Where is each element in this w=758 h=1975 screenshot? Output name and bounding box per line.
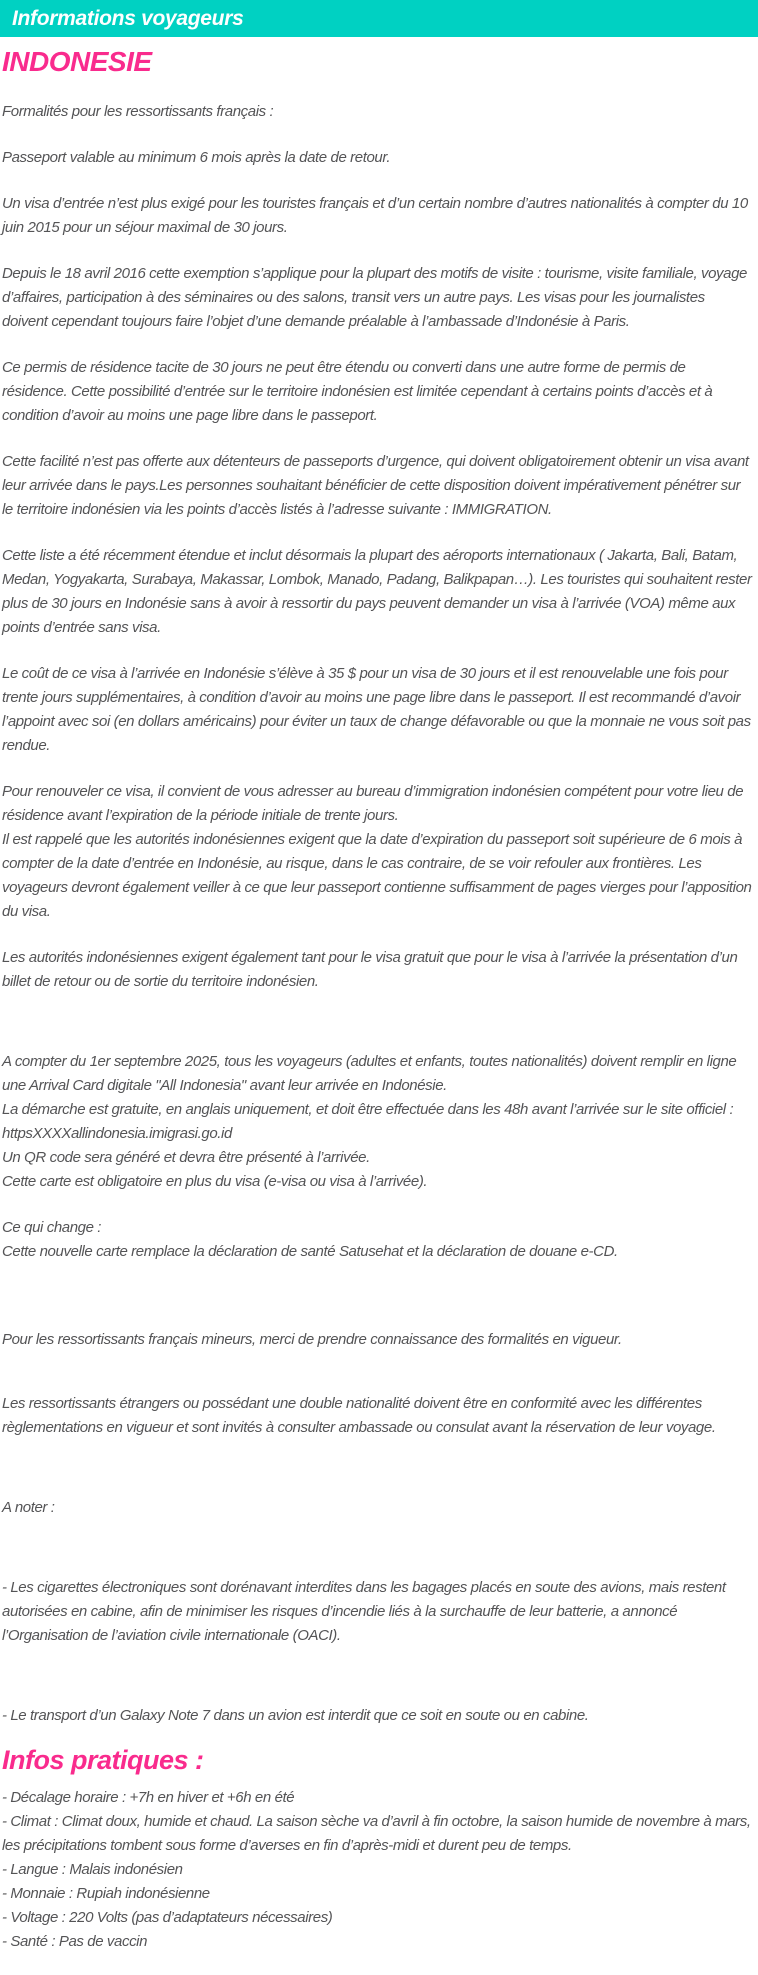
text-line: Il est rappelé que les autorités indonésiennes exigent que la date d’expiration du passeport soit supérieure de 6 mois à compter de la date d’entrée en Indonésie, au risque, dans le cas contraire, de se voir refouler aux frontières. Les voyageurs devront également veiller à ce que leur passeport contienne suffisamment de pages vierges pour l’apposition du visa. — [2, 831, 752, 920]
text-line: Pour les ressortissants français mineurs, merci de prendre connaissance des formalités en vigueur. — [2, 1331, 622, 1348]
text-line: Cette liste a été récemment étendue et inclut désormais la plupart des aéroports internationaux ( Jakarta, Bali, Batam, Medan, Yogyakarta, Surabaya, Makassar, Lombok, Manado, Padang, Balikpapan…). Les touristes qui souhaitent rester plus de 30 jours en Indonésie sans à avoir à ressortir du pays peuvent demander un visa à l’arrivée (VOA) même aux points d’entrée sans visa. — [2, 547, 752, 636]
header-title: Informations voyageurs — [12, 6, 244, 30]
text-line: Les ressortissants étrangers ou possédant une double nationalité doivent être en conformité avec les différentes règlementations en vigueur et sont invités à consulter ambassade ou consulat avant la réservation de leur voyage. — [2, 1395, 716, 1436]
paragraph — [2, 780, 754, 924]
paragraph — [2, 662, 754, 758]
text-line: Cette nouvelle carte remplace la déclaration de santé Satusehat et la déclaration de douane e-CD. — [2, 1243, 618, 1260]
paragraph — [2, 1392, 754, 1440]
text-line: - Le transport d’un Galaxy Note 7 dans un avion est interdit que ce soit en soute ou en cabine. — [2, 1707, 589, 1724]
text-line: Cette carte est obligatoire en plus du visa (e-visa ou visa à l’arrivée). — [2, 1173, 428, 1190]
content-blocks — [2, 100, 754, 1954]
text-line: Un visa d’entrée n’est plus exigé pour les touristes français et d’un certain nombre d’autres nationalités à compter du 10 juin 2015 pour un séjour maximal de 30 jours. — [2, 195, 748, 236]
paragraph — [2, 1216, 754, 1264]
text-line: - Les cigarettes électroniques sont dorénavant interdites dans les bagages placés en soute des avions, mais restent autorisées en cabine, afin de minimiser les risques d’incendie liés à la surchauffe de leur batterie, a annoncé l’Organisation de l’aviation civile internationale (OACI). — [2, 1579, 726, 1644]
text-line: Pour renouveler ce visa, il convient de vous adresser au bureau d’immigration indonésien compétent pour votre lieu de résidence avant l’expiration de la période initiale de trente jours. — [2, 783, 744, 824]
paragraph — [2, 450, 754, 522]
text-line: Les autorités indonésiennes exigent également tant pour le visa gratuit que pour le visa à l’arrivée la présentation d’un billet de retour ou de sortie du territoire indonésien. — [2, 949, 738, 990]
paragraph — [2, 262, 754, 334]
text-line: - Santé : Pas de vaccin — [2, 1933, 148, 1950]
country-title: INDONESIE — [2, 46, 152, 77]
paragraph — [2, 146, 754, 170]
paragraph — [2, 1786, 754, 1954]
paragraph — [2, 1704, 754, 1728]
paragraph — [2, 544, 754, 640]
text-line: - Monnaie : Rupiah indonésienne — [2, 1885, 210, 1902]
infos-pratiques-heading: Infos pratiques : — [2, 1745, 204, 1775]
text-line: A noter : — [2, 1499, 55, 1516]
paragraph — [2, 946, 754, 994]
text-line: Ce permis de résidence tacite de 30 jours ne peut être étendu ou converti dans une autre forme de permis de résidence. Cette possibilité d’entrée sur le territoire indonésien est limitée cependant à certains points d’accès et à condition d’avoir au moins une page libre dans le passeport. — [2, 359, 713, 424]
text-line: - Voltage : 220 Volts (pas d’adaptateurs nécessaires) — [2, 1909, 333, 1926]
travelers-info-header — [0, 0, 758, 37]
text-line: Ce qui change : — [2, 1219, 102, 1236]
text-line: Depuis le 18 avril 2016 cette exemption s’applique pour la plupart des motifs de visite : tourisme, visite familiale, voyage d’affaires, participation à des séminaires ou des salons, transit vers un autre pays. Les visas pour les journalistes doivent cependant toujours faire l’objet d’une demande préalable à l’ambassade d’Indonésie à Paris. — [2, 265, 747, 330]
text-line: Passeport valable au minimum 6 mois après la date de retour. — [2, 149, 391, 166]
text-line: A compter du 1er septembre 2025, tous les voyageurs (adultes et enfants, toutes nationalités) doivent remplir en ligne une Arrival Card digitale "All Indonesia" avant leur arrivée en Indonésie. — [2, 1053, 737, 1094]
paragraph — [2, 1328, 754, 1352]
paragraph — [2, 1496, 754, 1520]
paragraph — [2, 356, 754, 428]
text-line: Cette facilité n’est pas offerte aux détenteurs de passeports d’urgence, qui doivent obligatoirement obtenir un visa avant leur arrivée dans le pays.Les personnes souhaitant bénéficier de cette disposition doivent impérativement pénétrer sur le territoire indonésien via les points d’accès listés à l’adresse suivante : IMMIGRATION. — [2, 453, 749, 518]
paragraph — [2, 100, 754, 124]
text-line: - Décalage horaire : +7h en hiver et +6h en été — [2, 1789, 295, 1806]
paragraph — [2, 1050, 754, 1194]
text-line: Le coût de ce visa à l’arrivée en Indonésie s’élève à 35 $ pour un visa de 30 jours et il est renouvelable une fois pour trente jours supplémentaires, à condition d’avoir au moins une page libre dans le passeport. Il est recommandé d’avoir l’appoint avec soi (en dollars américains) pour éviter un taux de change défavorable ou que la monnaie ne vous soit pas rendue. — [2, 665, 751, 754]
page-content — [0, 46, 758, 1972]
text-line: - Climat : Climat doux, humide et chaud. La saison sèche va d’avril à fin octobre, la saison humide de novembre à mars, les précipitations tombent sous forme d’averses en fin d’après-midi et durent peu de temps. — [2, 1813, 751, 1854]
text-line: Formalités pour les ressortissants français : — [2, 103, 274, 120]
paragraph — [2, 1576, 754, 1648]
paragraph — [2, 192, 754, 240]
text-line: - Langue : Malais indonésien — [2, 1861, 183, 1878]
text-line: Un QR code sera généré et devra être présenté à l’arrivée. — [2, 1149, 370, 1166]
text-line: La démarche est gratuite, en anglais uniquement, et doit être effectuée dans les 48h avant l’arrivée sur le site officiel : httpsXXXXallindonesia.imigrasi.go.id — [2, 1101, 734, 1142]
